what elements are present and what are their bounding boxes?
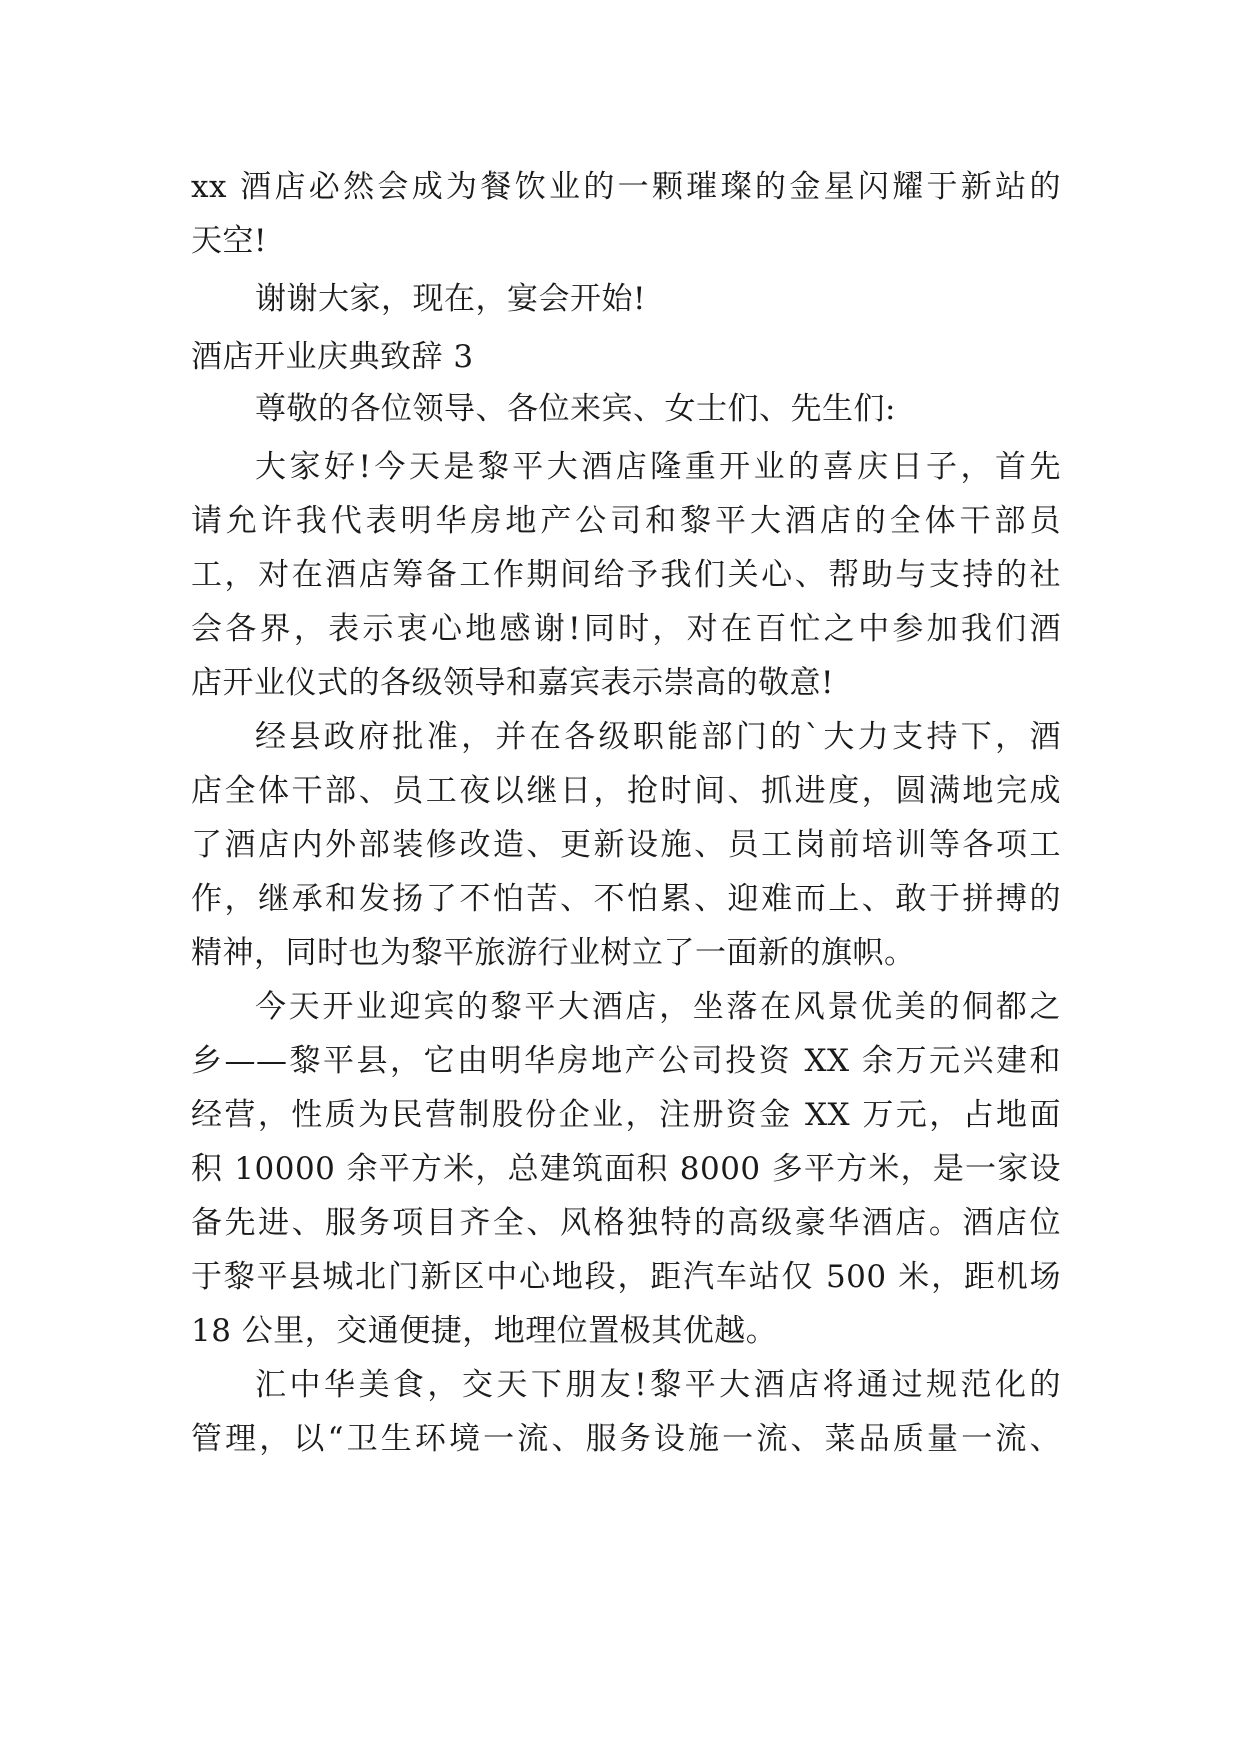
text-line: 大家好!今天是黎平大酒店隆重开业的喜庆日子，首先 [255,449,1061,485]
text-line: 今天开业迎宾的黎平大酒店，坐落在风景优美的侗都之 [255,989,1061,1025]
text-line: 店全体干部、员工夜以继日，抢时间、抓进度，圆满地完成 [191,773,1061,809]
text-line: 经营，性质为民营制股份企业，注册资金 XX 万元，占地面 [191,1097,1061,1133]
text-line: 乡——黎平县，它由明华房地产公司投资 XX 余万元兴建和 [191,1043,1061,1079]
text-line: 谢谢大家，现在，宴会开始! [255,281,646,317]
text-line: 于黎平县城北门新区中心地段，距汽车站仅 500 米，距机场 [191,1259,1061,1295]
text-line: xx 酒店必然会成为餐饮业的一颗璀璨的金星闪耀于新站的 [191,169,1061,205]
text-line: 汇中华美食，交天下朋友!黎平大酒店将通过规范化的 [255,1367,1061,1403]
text-line: 精神，同时也为黎平旅游行业树立了一面新的旗帜。 [191,935,916,971]
text-line: 了酒店内外部装修改造、更新设施、员工岗前培训等各项工 [191,827,1061,863]
section-heading: 酒店开业庆典致辞 3 [191,339,474,375]
text-line: 作，继承和发扬了不怕苦、不怕累、迎难而上、敢于拼搏的 [191,881,1061,917]
text-line: 店开业仪式的各级领导和嘉宾表示崇高的敬意! [191,665,834,701]
text-line: 工，对在酒店筹备工作期间给予我们关心、帮助与支持的社 [191,557,1061,593]
salutation: 尊敬的各位领导、各位来宾、女士们、先生们: [255,391,896,427]
text-line: 备先进、服务项目齐全、风格独特的高级豪华酒店。酒店位 [191,1205,1061,1241]
text-line: 18 公里，交通便捷，地理位置极其优越。 [191,1313,778,1349]
text-line: 积 10000 余平方米，总建筑面积 8000 多平方米，是一家设 [191,1151,1061,1187]
text-line: 请允许我代表明华房地产公司和黎平大酒店的全体干部员 [191,503,1061,539]
text-line: 管理，以“卫生环境一流、服务设施一流、菜品质量一流、 [191,1421,1061,1457]
text-line: 会各界，表示衷心地感谢!同时，对在百忙之中参加我们酒 [191,611,1061,647]
document-body [191,160,1061,1466]
text-line: 天空! [191,223,267,259]
text-line: 经县政府批准，并在各级职能部门的`大力支持下，酒 [255,719,1061,755]
